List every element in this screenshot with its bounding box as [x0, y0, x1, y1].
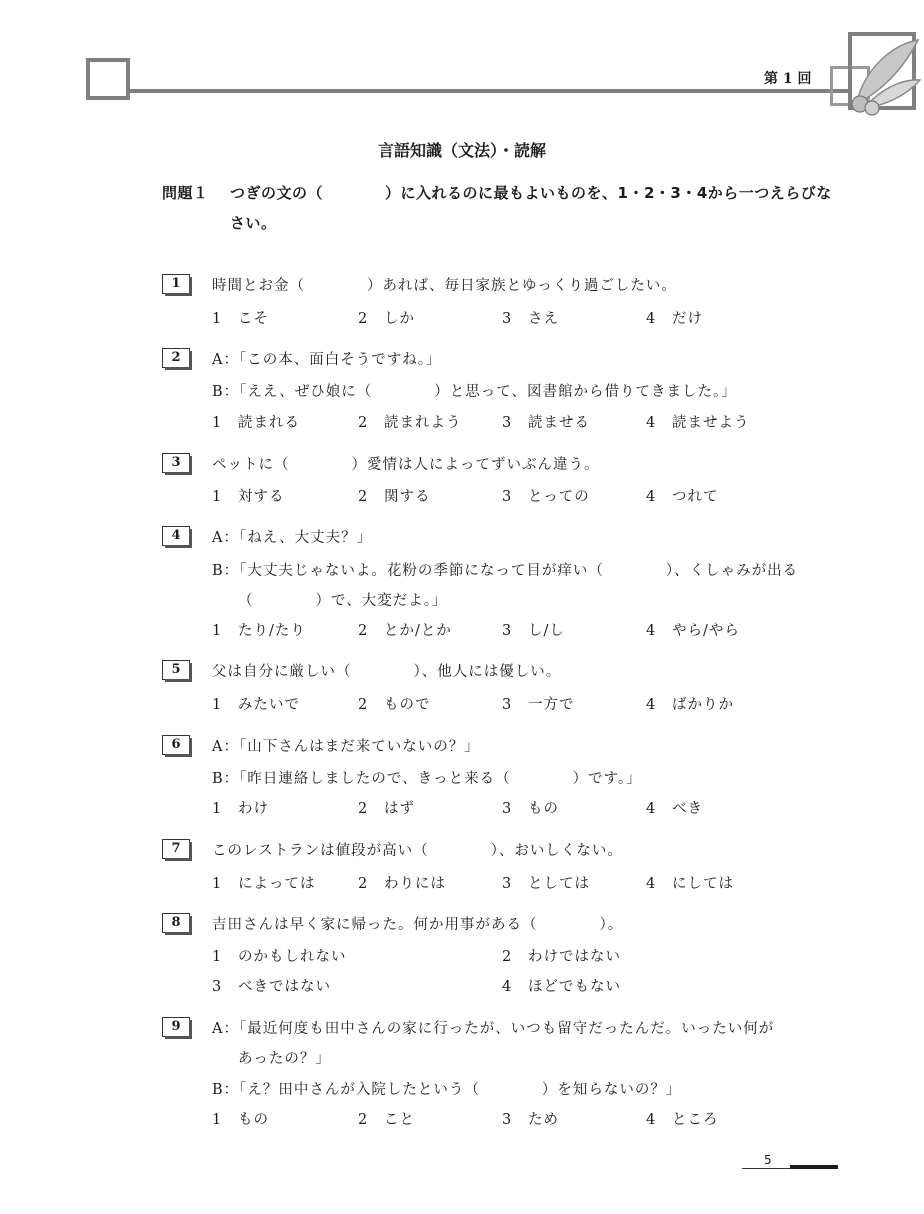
leaf-ornament-icon	[846, 34, 922, 118]
option-3: 3 べきではない	[212, 979, 331, 995]
question-text: A：「山下さんはまだ来ていないの？」	[212, 739, 480, 755]
option-2: 2 こと	[358, 1112, 415, 1128]
option-4: 4 べき	[646, 801, 703, 817]
option-1: 1 わけ	[212, 801, 269, 817]
question-number: 3	[162, 453, 190, 473]
option-4: 4 読ませよう	[646, 415, 750, 431]
option-2: 2 読まれよう	[358, 415, 462, 431]
option-1: 1 みたいで	[212, 697, 300, 713]
question-number: 5	[162, 660, 190, 680]
option-1: 1 によっては	[212, 876, 316, 892]
option-3: 3 読ませる	[502, 415, 590, 431]
instruction-line-2: さい。	[230, 214, 277, 232]
option-4: 4 ばかりか	[646, 697, 734, 713]
option-1: 1 のかもしれない	[212, 949, 347, 965]
option-4: 4 にしては	[646, 876, 734, 892]
question-text: 時間とお金（ ）あれば、毎日家族とゆっくり過ごしたい。	[212, 278, 677, 294]
header-left-square	[86, 58, 130, 100]
question-text: 父は自分に厳しい（ ）、他人には優しい。	[212, 664, 562, 680]
option-4: 4 ほどでもない	[502, 979, 621, 995]
option-1: 1 こそ	[212, 311, 269, 327]
question-text: A：「最近何度も田中さんの家に行ったが、いつも留守だったんだ。いったい何が	[212, 1021, 775, 1037]
question-text: A：「この本、面白そうですね。」	[212, 352, 442, 368]
question-text: B：「昨日連絡しましたので、きっと来る（ ）です。」	[212, 771, 642, 787]
option-1: 1 もの	[212, 1112, 269, 1128]
question-text: このレストランは値段が高い（ ）、おいしくない。	[212, 843, 623, 859]
option-3: 3 一方で	[502, 697, 575, 713]
question-text: あったの？」	[238, 1051, 331, 1067]
option-2: 2 わりには	[358, 876, 446, 892]
option-2: 2 はず	[358, 801, 415, 817]
header-rule	[130, 89, 850, 93]
option-3: 3 し/し	[502, 623, 565, 639]
option-1: 1 読まれる	[212, 415, 300, 431]
option-2: 2 わけではない	[502, 949, 621, 965]
question-number: 9	[162, 1017, 190, 1037]
question-text: B：「え？田中さんが入院したという（ ）を知らないの？」	[212, 1082, 682, 1098]
option-4: 4 だけ	[646, 311, 703, 327]
option-1: 1 たり/たり	[212, 623, 306, 639]
instruction-label: 問題１	[162, 184, 209, 202]
option-3: 3 とっての	[502, 489, 590, 505]
round-label: 第 1 回	[764, 71, 812, 87]
question-number: 8	[162, 913, 190, 933]
question-text: B：「ええ、ぜひ娘に（ ）と思って、図書館から借りてきました。」	[212, 384, 737, 400]
question-number: 1	[162, 274, 190, 294]
option-4: 4 つれて	[646, 489, 719, 505]
question-number: 2	[162, 348, 190, 368]
instruction-line-1: つぎの文の（ ）に入れるのに最もよいものを、1・2・3・4から一つえらびな	[230, 184, 832, 202]
question-text: A：「ねえ、大丈夫？」	[212, 530, 373, 546]
question-number: 4	[162, 526, 190, 546]
option-4: 4 ところ	[646, 1112, 719, 1128]
option-1: 1 対する	[212, 489, 285, 505]
option-2: 2 しか	[358, 311, 415, 327]
page-number-rule	[742, 1168, 790, 1169]
question-number: 6	[162, 735, 190, 755]
question-text: （ ）で、大変だよ。」	[238, 593, 448, 609]
section-title: 言語知識（文法）・読解	[377, 141, 546, 160]
question-number: 7	[162, 839, 190, 859]
option-3: 3 もの	[502, 801, 559, 817]
option-3: 3 としては	[502, 876, 590, 892]
page-number: 5	[764, 1153, 772, 1167]
option-2: 2 関する	[358, 489, 431, 505]
page-number-bar	[790, 1165, 838, 1169]
option-2: 2 もので	[358, 697, 431, 713]
question-text: 吉田さんは早く家に帰った。何か用事がある（ ）。	[212, 917, 624, 933]
option-2: 2 とか/とか	[358, 623, 452, 639]
question-text: ペットに（ ）愛情は人によってずいぶん違う。	[212, 457, 600, 473]
option-4: 4 やら/やら	[646, 623, 740, 639]
option-3: 3 ため	[502, 1112, 559, 1128]
question-text: B：「大丈夫じゃないよ。花粉の季節になって目が痒い（ ）、くしゃみが出る	[212, 563, 799, 579]
option-3: 3 さえ	[502, 311, 559, 327]
